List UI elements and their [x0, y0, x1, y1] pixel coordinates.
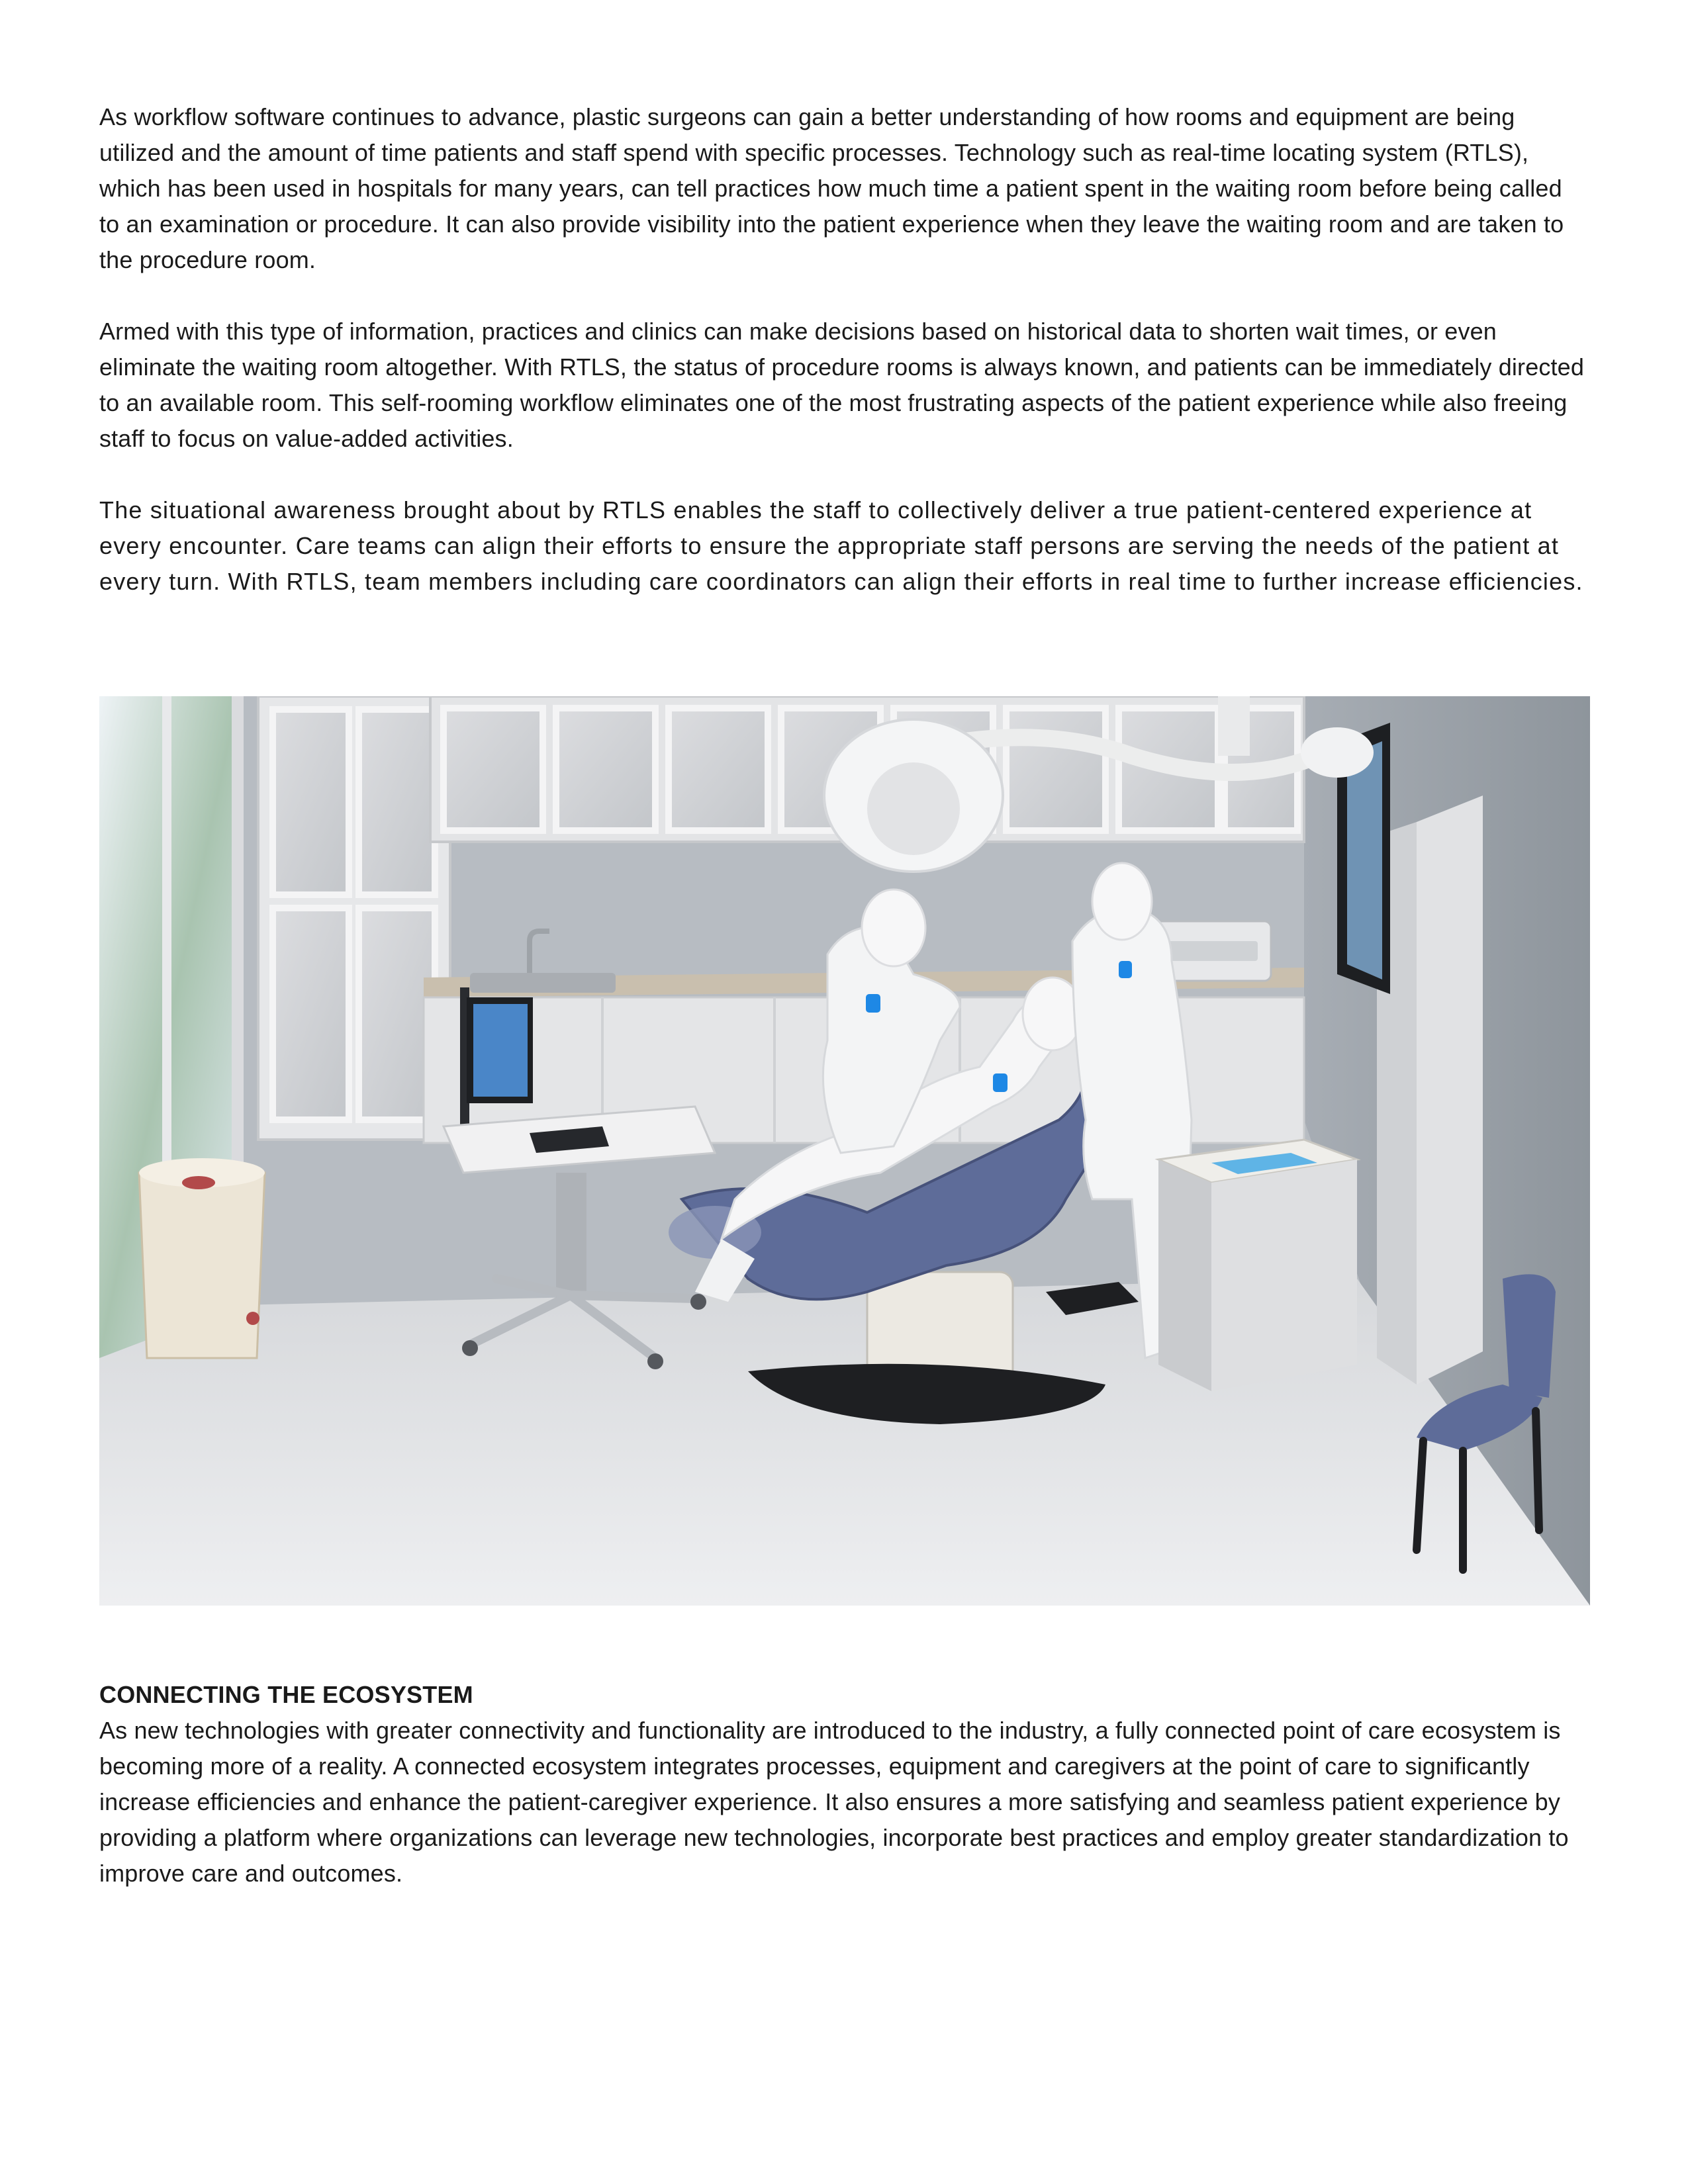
procedure-room-illustration	[99, 696, 1590, 1606]
ecosystem-paragraph: As new technologies with greater connectivity and functionality are introduced to the industry, a fully connected point of care ecosystem is becoming more of a reality. A connected ecosystem integrates processes, equipment and caregivers at the point of care to significantly increase efficiencies and enhance the patient-caregiver experience. It also ensures a more satisfying and seamless patient experience by providing a platform where organizations can leverage new technologies, incorporate best practices and employ greater standardization to improve care and outcomes.	[99, 1717, 1569, 1887]
waiting-room-paragraph: Armed with this type of information, practices and clinics can make decisions based on historical data to shorten wait times, or even eliminate the waiting room altogether. With RTLS, the status of procedure rooms is always known, and patients can be immediately directed to an available room. This self-rooming workflow eliminates one of the most frustrating aspects of the patient experience while also freeing staff to focus on value-added activities.	[99, 318, 1585, 452]
intro-paragraph: As workflow software continues to advance, plastic surgeons can gain a better understanding of how rooms and equipment are being utilized and the amount of time patients and staff spend with specific processes. Technology such as real-time locating system (RTLS), which has been used in hospitals for many years, can tell practices how much time a patient spent in the waiting room before being called to an examination or procedure. It can also provide visibility into the patient experience when they leave the waiting room and are taken to the procedure room.	[99, 103, 1564, 273]
situational-awareness-paragraph: The situational awareness brought about by RTLS enables the staff to collectively deliver a true patient-centered experience at every encounter. Care teams can align their efforts to ensure the appropriate staff persons are serving the needs of the patient at every turn. With RTLS, team members including care coordinators can align their efforts in real time to further increase efficiencies.	[99, 496, 1583, 595]
section-heading: CONNECTING THE ECOSYSTEM	[99, 1681, 473, 1708]
